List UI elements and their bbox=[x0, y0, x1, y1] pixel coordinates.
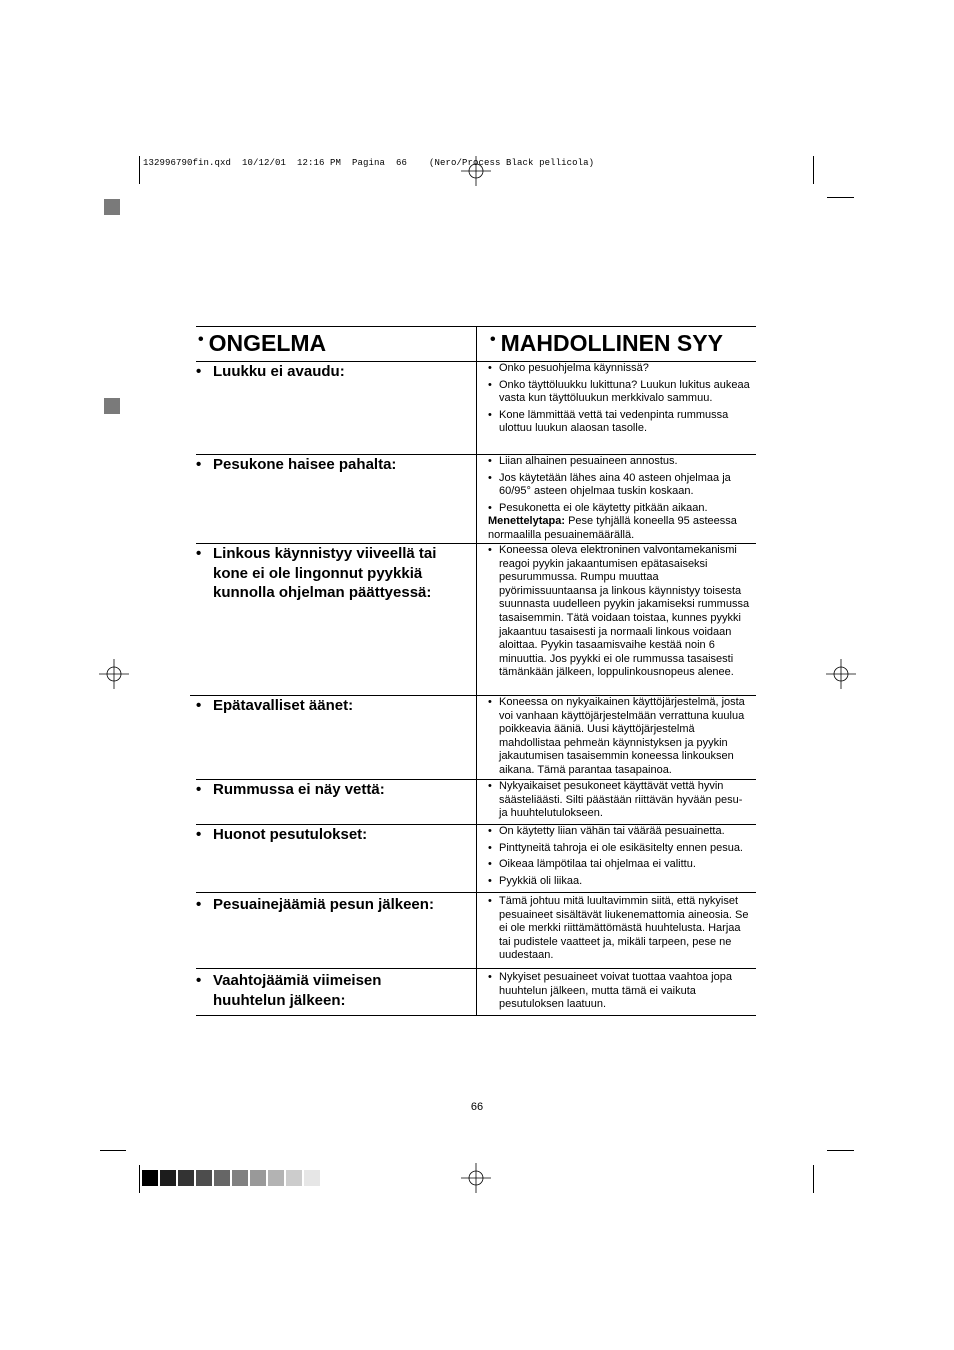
color-swatch bbox=[178, 1170, 194, 1186]
cause-item: • Onko täyttöluukku lukittuna? Luukun lukitus aukeaa vasta kun täyttöluukun merkkivalo sammuu. bbox=[488, 378, 750, 405]
cause-item: • Nykyiset pesuaineet voivat tuottaa vaahtoa jopa huuhtelun jälkeen, mutta tämä ei vaikuta pesutuloksen laatuun. bbox=[488, 971, 732, 1011]
color-swatch bbox=[142, 1170, 158, 1186]
page-number: 66 bbox=[470, 1101, 484, 1113]
color-swatch bbox=[286, 1170, 302, 1186]
header-cause: • MAHDOLLINEN SYY bbox=[490, 330, 723, 356]
registration-mark-icon bbox=[461, 156, 491, 186]
problem-label: • Pesuainejäämiä pesun jälkeen: bbox=[196, 896, 434, 913]
color-swatch bbox=[196, 1170, 212, 1186]
registration-mark-icon bbox=[826, 659, 856, 689]
cause-item: • Nykyaikaiset pesukoneet käyttävät vettä hyvin säästeliäästi. Silti päästään riittävän hyvään pesu- ja huuhtelutulokseen. bbox=[488, 780, 743, 820]
registration-mark-icon bbox=[461, 1163, 491, 1193]
cause-item: • Pesukonetta ei ole käytetty pitkään aikaan. bbox=[488, 501, 708, 514]
cause-list bbox=[488, 362, 753, 439]
crop-mark bbox=[813, 156, 814, 184]
column-divider bbox=[476, 326, 477, 1016]
registration-mark-icon bbox=[99, 659, 129, 689]
cause-list bbox=[488, 971, 753, 1015]
cause-item: • On käytetty liian vähän tai väärää pesuainetta. bbox=[488, 825, 725, 837]
cause-item: • Pyykkiä oli liikaa. bbox=[488, 874, 583, 887]
gray-square-marker bbox=[104, 398, 120, 414]
method-note: Menettelytapa: Pese tyhjällä koneella 95 asteessa normaalilla pesuainemäärällä. bbox=[488, 515, 737, 541]
color-swatch bbox=[214, 1170, 230, 1186]
color-swatch bbox=[232, 1170, 248, 1186]
cause-item: • Koneessa oleva elektroninen valvontamekanismi reagoi pyykin jakaantumisen epätasaiseksi pesurummussa. Rumpu muuttaa pyörimissuuntaansa ja linkous käynnistyy toisesta suunnasta uudelleen pyykin jakamiseksi rummussa tasaisemmin. Tätä voidaan toistaa, kunnes pyykki jakaantuu tasaisesti ja normaali linkous voidaan aloittaa. Pyykin tasaamisvaihe kestää noin 6 minuuttia. Jos pyykki ei ole rummussa tasaisesti tämänkään jälkeen, loppulinkousnopeus alenee. bbox=[488, 544, 750, 679]
row-rule bbox=[196, 968, 756, 969]
cause-list bbox=[488, 696, 753, 781]
print-slug: 132996790fin.qxd 10/12/01 12:16 PM Pagina 66 (Nero/Process Black pellicola) bbox=[143, 158, 595, 168]
problem-label: • Epätavalliset äänet: bbox=[196, 697, 354, 714]
crop-mark bbox=[139, 156, 140, 184]
cause-item: • Oikeaa lämpötilaa tai ohjelmaa ei valittu. bbox=[488, 858, 696, 871]
cause-item: • Jos käytetään lähes aina 40 asteen ohjelmaa ja 60/95° asteen ohjelmaa tuskin koskaan. bbox=[488, 471, 731, 498]
cause-item: • Pinttyneitä tahroja ei ole esikäsitelty ennen pesua. bbox=[488, 841, 743, 854]
table-bottom-rule bbox=[196, 1015, 756, 1016]
header-problem: • ONGELMA bbox=[198, 330, 327, 356]
problem-label: • Huonot pesutulokset: bbox=[196, 826, 368, 843]
problem-label: • Luukku ei avaudu: bbox=[196, 363, 345, 380]
color-swatch bbox=[268, 1170, 284, 1186]
problem-label: • Rummussa ei näy vettä: bbox=[196, 781, 385, 798]
crop-mark bbox=[827, 197, 854, 198]
crop-mark bbox=[813, 1165, 814, 1193]
problem-label: • Vaahtojäämiä viimeisen huuhtelun jälkeen: bbox=[196, 972, 382, 1009]
color-swatch bbox=[250, 1170, 266, 1186]
crop-mark bbox=[100, 1150, 126, 1151]
cause-list bbox=[488, 544, 753, 683]
problem-label: • Pesukone haisee pahalta: bbox=[196, 456, 397, 473]
problem-label: • Linkous käynnistyy viiveellä tai kone ei ole lingonnut pyykkiä kunnolla ohjelman päättyessä: bbox=[196, 545, 437, 601]
cause-item: • Tämä johtuu mitä luultavimmin siitä, että nykyiset pesuaineet sisältävät liukenemattomia aineosia. Se ei ole merkki riittämättömästä huuhtelusta. Harjaa tai pudistele vaatteet ja, mikäli tarpeen, pese ne uudestaan. bbox=[488, 895, 749, 962]
color-swatch bbox=[304, 1170, 320, 1186]
cause-list bbox=[488, 780, 753, 824]
cause-item: • Kone lämmittää vettä tai vedenpinta rummussa ulottuu luukun alaosan tasolle. bbox=[488, 408, 729, 435]
cause-item: • Liian alhainen pesuaineen annostus. bbox=[488, 455, 678, 467]
cause-item: • Onko pesuohjelma käynnissä? bbox=[488, 362, 649, 374]
color-swatch bbox=[160, 1170, 176, 1186]
crop-mark bbox=[827, 1150, 854, 1151]
cause-list bbox=[488, 895, 753, 966]
gray-square-marker bbox=[104, 199, 120, 215]
cause-list bbox=[488, 825, 753, 891]
cause-list bbox=[488, 455, 753, 543]
row-rule bbox=[196, 892, 756, 893]
cause-item: • Koneessa on nykyaikainen käyttöjärjestelmä, josta voi vanhaan käyttöjärjestelmään verrattuna kuulua poikkeavia ääniä. Uusi käyttöjärjestelmä mahdollistaa pehmeän käynnistyksen ja pyykin jakautumisen tasaisemmin koneessa linkouksen aikana. Tämä parantaa tasapainoa. bbox=[488, 696, 745, 776]
crop-mark bbox=[139, 1165, 140, 1193]
